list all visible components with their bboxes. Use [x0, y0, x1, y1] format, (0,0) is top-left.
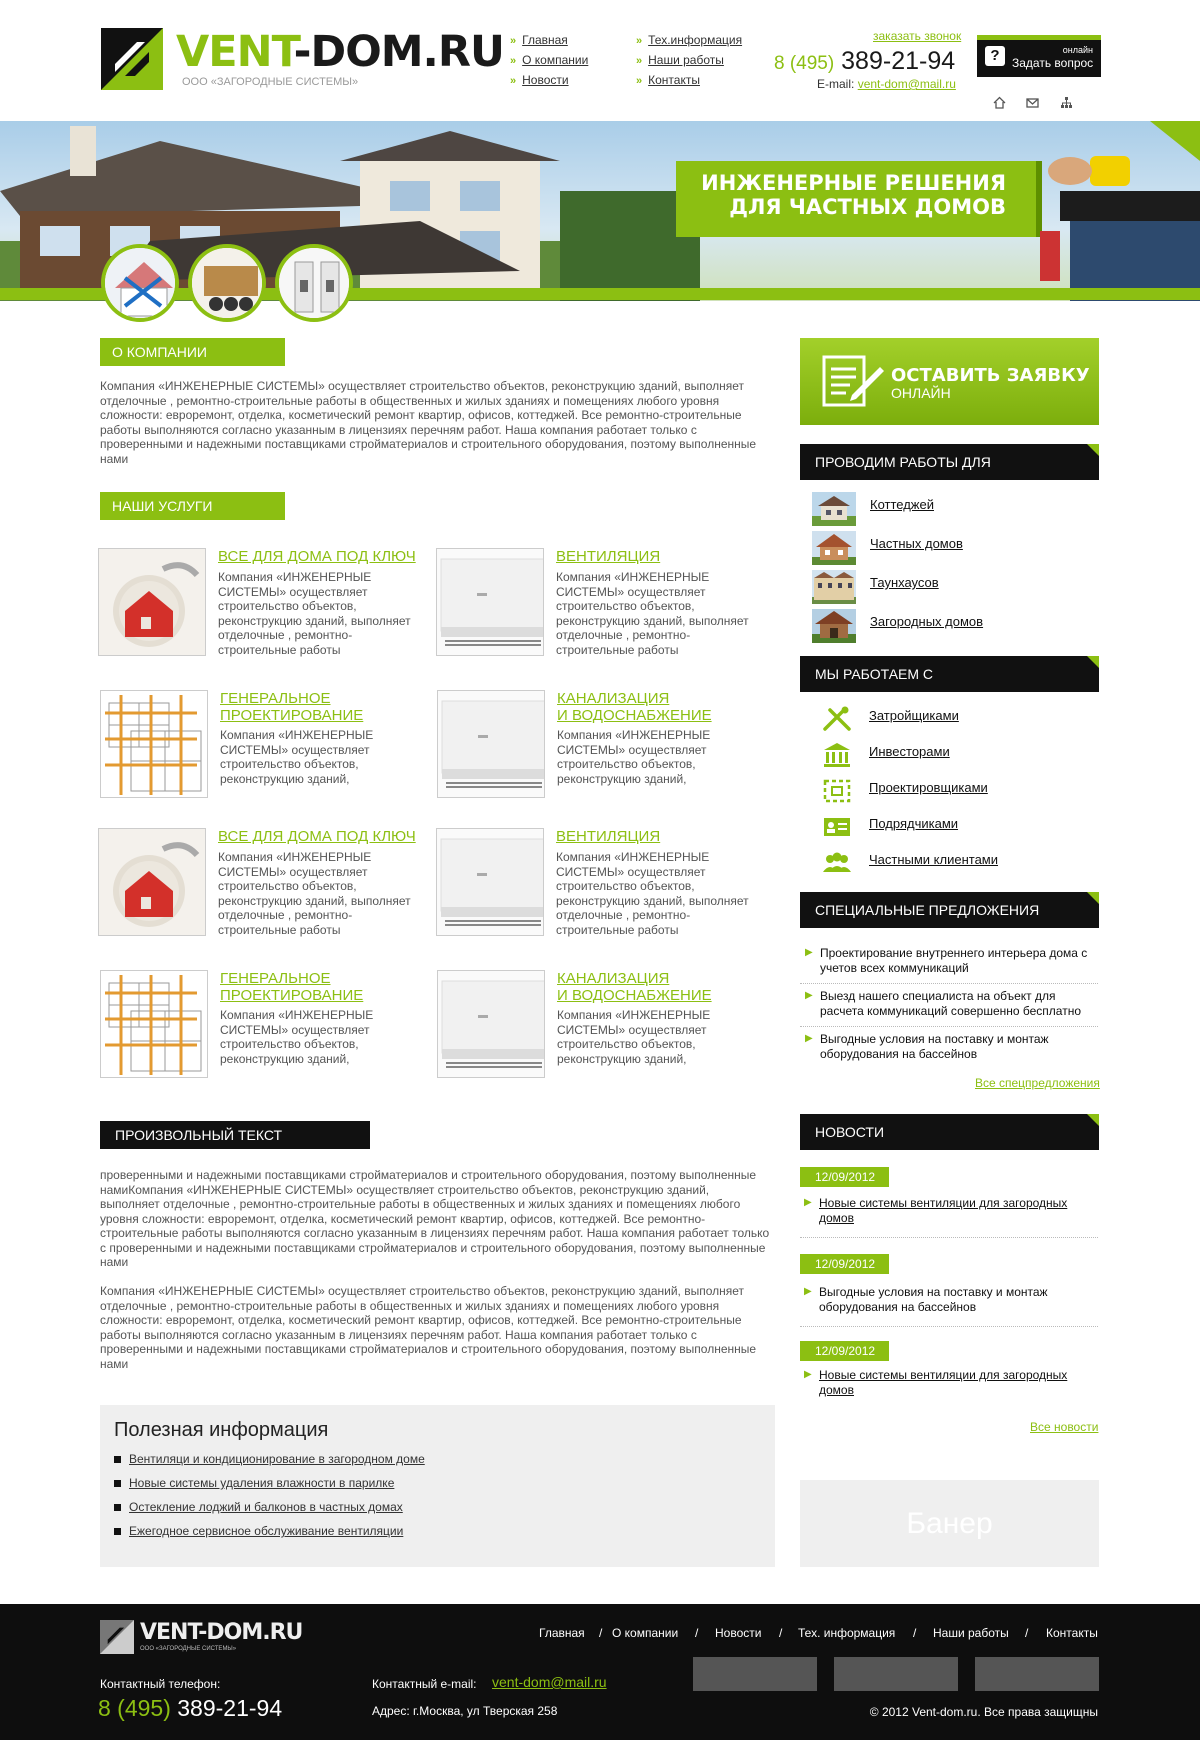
useful-info-heading: Полезная информация: [114, 1419, 329, 1441]
ad-banner[interactable]: Банер: [800, 1480, 1099, 1567]
country-house-thumbnail: [812, 609, 856, 643]
partners-link-designers[interactable]: Проектировщиками: [869, 780, 988, 795]
service-description: Компания «ИНЖЕНЕРНЫЕ СИСТЕМЫ» осуществляет строительство объектов, реконструкцию зданий,: [557, 728, 711, 786]
hero-banner: [0, 121, 1200, 301]
home-icon[interactable]: [993, 96, 1006, 109]
service-title-line-2: ПРОЕКТИРОВАНИЕ: [220, 987, 364, 1004]
service-description: Компания «ИНЖЕНЕРНЫЕ СИСТЕМЫ» осуществляет строительство объектов, реконструкцию зданий,: [557, 1008, 711, 1066]
nav-label: Наши работы: [648, 53, 724, 67]
top-nav-right: [636, 31, 742, 91]
ask-label: Задать вопрос: [1012, 56, 1094, 70]
service-title-line-1: КАНАЛИЗАЦИЯ: [557, 690, 670, 707]
phone-number: 389-21-94: [841, 47, 956, 75]
worker-image: [1030, 121, 1200, 301]
chevron-double-icon: »: [510, 35, 517, 47]
offers-heading-label: СПЕЦИАЛЬНЫЕ ПРЕДЛОЖЕНИЯ: [815, 902, 1040, 918]
news-link: Новые системы вентиляции для загородных домов: [819, 1196, 1068, 1225]
service-image[interactable]: [100, 690, 208, 798]
service-title-line-1: ВЕНТИЛЯЦИЯ: [556, 548, 661, 565]
nav-label: О компании: [522, 53, 589, 67]
footer-phone-number: 389-21-94: [177, 1695, 283, 1721]
header-email: [817, 77, 956, 91]
service-card[interactable]: [436, 548, 756, 668]
footer-placeholder-box[interactable]: [693, 1657, 817, 1691]
mail-icon[interactable]: [1026, 96, 1039, 109]
site-footer: [0, 1604, 1200, 1740]
feature-circle-electrics[interactable]: [275, 244, 353, 322]
works-link-townhouses[interactable]: Таунхаусов: [870, 575, 939, 590]
useful-info-panel: [100, 1405, 775, 1567]
works-heading-label: ПРОВОДИМ РАБОТЫ ДЛЯ: [815, 454, 991, 470]
footer-phone-label: Контактный телефон:: [100, 1677, 221, 1691]
header-phone: [774, 47, 955, 76]
phone-code: 8 (495): [774, 53, 835, 74]
works-link-private-houses[interactable]: Частных домов: [870, 536, 963, 551]
service-title-line-1: ГЕНЕРАЛЬНОЕ: [220, 690, 331, 707]
about-heading: О КОМПАНИИ: [100, 338, 285, 366]
partners-link-developers[interactable]: Затройщиками: [869, 708, 959, 723]
arrow-right-icon: ▶: [805, 990, 813, 1001]
service-description: Компания «ИНЖЕНЕРНЫЕ СИСТЕМЫ» осуществляет строительство объектов, реконструкцию зданий, выполняет отделочные , ремонтно-строительные работы: [218, 570, 411, 657]
service-card[interactable]: [98, 548, 418, 668]
service-title[interactable]: [220, 690, 420, 724]
nav-label: Главная: [522, 33, 568, 47]
service-description: Компания «ИНЖЕНЕРНЫЕ СИСТЕМЫ» осуществляет строительство объектов, реконструкцию зданий,: [220, 728, 374, 786]
bullet-icon: [114, 1528, 121, 1535]
corner-icon: [1087, 1114, 1099, 1126]
feature-circle-plumbing[interactable]: [188, 244, 266, 322]
hero-slogan: [676, 161, 1042, 237]
footer-phone-code: 8 (495): [98, 1695, 171, 1721]
slogan-line-2: ДЛЯ ЧАСТНЫХ ДОМОВ: [729, 195, 1006, 219]
sitemap-icon[interactable]: [1060, 96, 1073, 109]
tools-icon: [822, 706, 852, 732]
nav-item-news[interactable]: [510, 71, 588, 91]
offer-item[interactable]: [800, 989, 1098, 1027]
logo-icon[interactable]: [101, 28, 163, 90]
private-house-thumbnail: [812, 531, 856, 565]
footer-nav-separator: /: [695, 1626, 699, 1640]
footer-nav-separator: /: [1025, 1626, 1029, 1640]
useful-info-link: Вентиляци и кондиционирование в загородном доме: [129, 1452, 425, 1466]
service-card[interactable]: [100, 970, 420, 1090]
news-item[interactable]: [800, 1196, 1098, 1238]
custom-text-heading: ПРОИЗВОЛЬНЫЙ ТЕКСТ: [100, 1121, 370, 1149]
blueprint-icon: [822, 778, 852, 804]
footer-logo-text[interactable]: VENT-DOM.RU: [140, 1620, 303, 1645]
custom-text-paragraph-1: проверенными и надежными поставщиками стройматериалов и строительного оборудования, поэтому выполненные намиКомпания «ИНЖЕНЕРНЫЕ СИСТЕМЫ» осуществляет строительство объектов, реконструкцию зданий, выполняет отделочные , ремонтно-строительные работы в общественных и жилых зданиях и помещениях любого уровня сложности: евроремонт, отделка, косметический ремонт квартир, офисов, коттеджей. Все ремонтно-строительные работы выполняются согласно указанным в лицензиях перечням работ. Наша компания работает только с проверенными и надежными поставщиками стройматериалов и строительного оборудования, поэтому выполненные нами: [100, 1168, 770, 1269]
service-description: Компания «ИНЖЕНЕРНЫЕ СИСТЕМЫ» осуществляет строительство объектов, реконструкцию зданий, выполняет отделочные , ремонтно-строительные работы: [218, 850, 411, 937]
service-title[interactable]: [218, 828, 418, 845]
bullet-icon: [114, 1504, 121, 1511]
footer-nav-works[interactable]: Наши работы: [933, 1626, 1009, 1640]
nav-label: Тех.информация: [648, 33, 743, 47]
corner-icon: [1087, 892, 1099, 904]
useful-info-link: Ежегодное сервисное обслуживание вентиляции: [129, 1524, 404, 1538]
service-image[interactable]: [100, 970, 208, 1078]
nav-label: Новости: [522, 73, 569, 87]
news-link: Выгодные условия на поставку и монтаж оборудования на бассейнов: [819, 1285, 1048, 1314]
news-link: Новые системы вентиляции для загородных домов: [819, 1368, 1068, 1397]
service-title-line-2: И ВОДОСНАБЖЕНИЕ: [557, 987, 712, 1004]
footer-nav-about[interactable]: О компании: [612, 1626, 679, 1640]
service-image[interactable]: [437, 690, 545, 798]
arrow-right-icon: ▶: [804, 1369, 812, 1380]
offer-text: Выезд нашего специалиста на объект для расчета коммуникаций совершенно бесплатно: [820, 989, 1082, 1018]
chevron-double-icon: »: [636, 55, 643, 67]
footer-logo-subtitle: ООО «ЗАГОРОДНЫЕ СИСТЕМЫ»: [140, 1646, 237, 1652]
cta-line-1: ОСТАВИТЬ ЗАЯВКУ: [891, 365, 1090, 386]
footer-nav-contacts[interactable]: Контакты: [1046, 1626, 1098, 1640]
news-item[interactable]: [800, 1368, 1098, 1409]
nav-item-about[interactable]: [510, 51, 588, 71]
service-card[interactable]: [437, 970, 757, 1090]
footer-placeholder-box[interactable]: [975, 1657, 1099, 1691]
partners-link-investors[interactable]: Инвесторами: [869, 744, 950, 759]
form-pencil-icon: [822, 355, 886, 407]
partners-heading: [800, 656, 1099, 692]
all-offers-link[interactable]: Все спецпредложения: [975, 1076, 1100, 1090]
news-date: 12/09/2012: [800, 1167, 889, 1187]
service-image[interactable]: [437, 970, 545, 1078]
arrow-right-icon: ▶: [804, 1286, 812, 1297]
nav-label: Контакты: [648, 73, 700, 87]
chevron-double-icon: »: [636, 75, 643, 87]
partners-link-contractors[interactable]: Подрядчиками: [869, 816, 959, 831]
email-label: E-mail:: [817, 77, 855, 91]
works-heading: [800, 444, 1099, 480]
townhouse-thumbnail: [812, 570, 856, 604]
id-card-icon: [822, 814, 852, 840]
banner-green-strip: [0, 288, 1200, 300]
useful-info-link: Остекление лоджий и балконов в частных домах: [129, 1500, 403, 1514]
service-description: Компания «ИНЖЕНЕРНЫЕ СИСТЕМЫ» осуществляет строительство объектов, реконструкцию зданий,: [220, 1008, 374, 1066]
footer-logo-icon[interactable]: [100, 1620, 134, 1654]
logo-rest: -DOM.RU: [293, 27, 504, 77]
offer-text: Выгодные условия на поставку и монтаж оборудования на бассейнов: [820, 1032, 1049, 1061]
footer-nav-tech-info[interactable]: Тех. информация: [798, 1626, 896, 1640]
service-card[interactable]: [98, 828, 418, 948]
offers-heading: [800, 892, 1099, 928]
email-link[interactable]: vent-dom@mail.ru: [857, 77, 956, 91]
service-title[interactable]: [557, 690, 757, 724]
news-item[interactable]: [800, 1285, 1098, 1327]
service-card[interactable]: [436, 828, 756, 948]
partners-link-private-clients[interactable]: Частными клиентами: [869, 852, 999, 867]
logo-subtitle: ООО «ЗАГОРОДНЫЕ СИСТЕМЫ»: [182, 76, 359, 88]
useful-info-item[interactable]: [114, 1476, 394, 1490]
partners-heading-label: МЫ РАБОТАЕМ С: [815, 666, 934, 682]
service-title-line-1: КАНАЛИЗАЦИЯ: [557, 970, 670, 987]
offer-text: Проектирование внутреннего интерьера дома с учетов всех коммуникаций: [820, 946, 1088, 975]
footer-nav-home[interactable]: Главная: [539, 1626, 585, 1640]
chevron-double-icon: »: [510, 75, 517, 87]
footer-email-link[interactable]: vent-dom@mail.ru: [492, 1674, 607, 1690]
footer-phone: [98, 1695, 282, 1722]
arrow-right-icon: ▶: [804, 1197, 812, 1208]
feature-circle-ventilation[interactable]: [101, 244, 179, 322]
corner-icon: [1087, 444, 1099, 456]
nav-item-home[interactable]: [510, 31, 588, 51]
nav-item-contacts[interactable]: [636, 71, 742, 91]
useful-info-item[interactable]: [114, 1452, 425, 1466]
useful-info-link: Новые системы удаления влажности в парилке: [129, 1476, 395, 1490]
logo-text[interactable]: [176, 28, 504, 76]
cta-line-2: ОНЛАЙН: [891, 385, 951, 401]
ask-online-label: онлайн: [1062, 45, 1093, 55]
service-title[interactable]: [220, 970, 420, 1004]
corner-icon: [1087, 656, 1099, 668]
useful-info-item[interactable]: [114, 1524, 403, 1538]
about-text: Компания «ИНЖЕНЕРНЫЕ СИСТЕМЫ» осуществляет строительство объектов, реконструкцию зданий, выполняет отделочные , ремонтно-строительные работы в общественных и жилых зданиях и помещениях любого уровня сложности: евроремонт, отделка, косметический ремонт квартир, офисов, коттеджей. Все ремонтно-строительные работы выполняются согласно указанным в лицензиях перечням работ. Наша компания работает только с проверенными и надежными поставщиками стройматериалов и строительного оборудования, поэтому выполненные нами: [100, 379, 757, 466]
service-title[interactable]: [218, 548, 418, 565]
submit-request-button[interactable]: [800, 338, 1099, 425]
service-card[interactable]: [437, 690, 757, 810]
news-heading-label: НОВОСТИ: [815, 1124, 885, 1140]
footer-address: Адрес: г.Москва, ул Тверская 258: [372, 1704, 558, 1718]
service-title-line-1: ВСЕ ДЛЯ ДОМА ПОД КЛЮЧ: [218, 548, 416, 565]
slogan-line-1: ИНЖЕНЕРНЫЕ РЕШЕНИЯ: [701, 171, 1006, 195]
cottage-thumbnail: [812, 492, 856, 526]
bullet-icon: [114, 1456, 121, 1463]
service-card[interactable]: [100, 690, 420, 810]
logo-main: VENT: [176, 27, 294, 77]
footer-nav-news[interactable]: Новости: [715, 1626, 762, 1640]
service-title-line-2: И ВОДОСНАБЖЕНИЕ: [557, 707, 712, 724]
service-description: Компания «ИНЖЕНЕРНЫЕ СИСТЕМЫ» осуществляет строительство объектов, реконструкцию зданий, выполняет отделочные , ремонтно-строительные работы: [556, 850, 749, 937]
service-title-line-1: ВСЕ ДЛЯ ДОМА ПОД КЛЮЧ: [218, 828, 416, 845]
bullet-icon: [114, 1480, 121, 1487]
footer-copyright: © 2012 Vent-dom.ru. Все права защищны: [869, 1705, 1098, 1719]
callback-link[interactable]: заказать звонок: [873, 29, 962, 43]
ask-question-button[interactable]: [977, 35, 1101, 77]
service-description: Компания «ИНЖЕНЕРНЫЕ СИСТЕМЫ» осуществляет строительство объектов, реконструкцию зданий, выполняет отделочные , ремонтно-строительные работы: [556, 570, 749, 657]
service-image[interactable]: [98, 828, 206, 936]
service-image[interactable]: [98, 548, 206, 656]
top-nav-left: [510, 31, 588, 91]
news-heading: [800, 1114, 1099, 1150]
useful-info-item[interactable]: [114, 1500, 403, 1514]
service-title-line-1: ГЕНЕРАЛЬНОЕ: [220, 970, 331, 987]
arrow-right-icon: ▶: [805, 947, 813, 958]
service-title[interactable]: [556, 828, 756, 845]
news-date: 12/09/2012: [800, 1341, 889, 1361]
footer-nav-separator: /: [599, 1626, 603, 1640]
offer-item[interactable]: [800, 946, 1098, 984]
footer-nav-separator: /: [779, 1626, 783, 1640]
footer-placeholder-box[interactable]: [834, 1657, 958, 1691]
footer-email-label: Контактный e-mail:: [372, 1677, 477, 1691]
service-image[interactable]: [436, 548, 544, 656]
service-title-line-1: ВЕНТИЛЯЦИЯ: [556, 828, 661, 845]
custom-text-paragraph-2: Компания «ИНЖЕНЕРНЫЕ СИСТЕМЫ» осуществляет строительство объектов, реконструкцию зданий, выполняет отделочные , ремонтно-строительные работы в общественных и жилых зданиях и помещениях любого уровня сложности: евроремонт, отделка, косметический ремонт квартир, офисов, коттеджей. Все ремонтно-строительные работы выполняются согласно указанным в лицензиях перечням работ. Наша компания работает только с проверенными и надежными поставщиками стройматериалов и строительного оборудования, поэтому выполненные нами: [100, 1284, 757, 1371]
chevron-double-icon: »: [636, 35, 643, 47]
service-title[interactable]: [557, 970, 757, 1004]
service-title-line-2: ПРОЕКТИРОВАНИЕ: [220, 707, 364, 724]
works-link-cottages[interactable]: Коттеджей: [870, 497, 934, 512]
people-icon: [822, 850, 852, 876]
nav-item-tech-info[interactable]: [636, 31, 742, 51]
question-icon: ?: [985, 46, 1005, 66]
all-news-link[interactable]: Все новости: [1030, 1420, 1099, 1434]
news-date: 12/09/2012: [800, 1254, 889, 1274]
bank-icon: [822, 742, 852, 768]
works-link-country-houses[interactable]: Загородных домов: [870, 614, 984, 629]
offer-item[interactable]: [800, 1032, 1098, 1064]
site-header: [0, 0, 1200, 121]
nav-item-works[interactable]: [636, 51, 742, 71]
services-heading: НАШИ УСЛУГИ: [100, 492, 285, 520]
chevron-double-icon: »: [510, 55, 517, 67]
footer-nav-separator: /: [913, 1626, 917, 1640]
arrow-right-icon: ▶: [805, 1033, 813, 1044]
service-title[interactable]: [556, 548, 756, 565]
service-image[interactable]: [436, 828, 544, 936]
